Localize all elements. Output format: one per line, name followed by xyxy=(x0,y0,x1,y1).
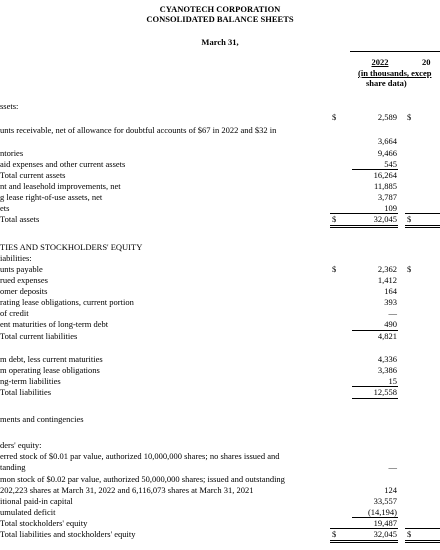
value-total-assets: 32,045 xyxy=(373,214,397,224)
row-label: ders' equity: xyxy=(0,440,42,450)
value-total-liabilities-equity: 32,045 xyxy=(373,529,397,539)
row-label: mon stock of $0.02 par value, authorized 50,000,000 shares; issued and outstanding xyxy=(0,474,285,484)
row-label: Total assets xyxy=(0,214,40,224)
value-cash: 2,589 xyxy=(377,112,397,122)
value-accrued: 1,412 xyxy=(377,275,397,285)
row-label: Total stockholders' equity xyxy=(0,518,88,528)
row-label: umulated deficit xyxy=(0,507,56,517)
value-total-current-assets: 16,264 xyxy=(373,170,397,180)
row-label: rued expenses xyxy=(0,275,48,285)
total-double-rule xyxy=(405,225,440,226)
value-op-lease-current: 393 xyxy=(384,297,397,307)
column-year-current: 2022 xyxy=(371,57,389,67)
row-label: m debt, less current maturities xyxy=(0,354,103,364)
total-rule xyxy=(330,213,398,214)
dollar-sign: $ xyxy=(407,529,412,539)
row-label: Total liabilities and stockholders' equity xyxy=(0,529,136,539)
value-deposits: 164 xyxy=(384,286,397,296)
statement-date: March 31, xyxy=(201,37,239,47)
value-lt-op-lease: 3,386 xyxy=(377,365,397,375)
row-label: of credit xyxy=(0,308,29,318)
row-label: Total liabilities xyxy=(0,387,52,397)
company-name: CYANOTECH CORPORATION xyxy=(159,4,281,14)
total-rule xyxy=(330,528,398,529)
row-label: omer deposits xyxy=(0,286,48,296)
column-year-prior: 20 xyxy=(422,57,431,67)
row-label: aid expenses and other current assets xyxy=(0,159,126,169)
total-double-rule xyxy=(330,542,398,543)
total-double-rule xyxy=(405,542,440,543)
total-rule xyxy=(405,213,440,214)
dollar-sign: $ xyxy=(332,214,337,224)
value-common: 124 xyxy=(384,485,397,495)
value-other-lt: 15 xyxy=(388,376,397,386)
row-label: ets xyxy=(0,203,10,213)
row-label: nt and leasehold improvements, net xyxy=(0,181,121,191)
total-double-rule xyxy=(330,540,398,541)
dollar-sign: $ xyxy=(332,264,337,274)
value-receivables: 3,664 xyxy=(377,136,397,146)
total-double-rule xyxy=(330,225,398,226)
row-label: ng-term liabilities xyxy=(0,376,61,386)
value-total-current-liabilities: 4,821 xyxy=(377,331,397,341)
total-double-rule xyxy=(405,227,440,228)
value-total-liabilities: 12,558 xyxy=(373,387,397,397)
value-inventories: 9,466 xyxy=(377,148,397,158)
value-prepaid: 545 xyxy=(384,159,397,169)
row-label: tanding xyxy=(0,462,26,472)
subtotal-rule xyxy=(352,398,398,399)
row-label: iabilities: xyxy=(0,253,32,263)
column-units-line1: (in thousands, excep xyxy=(358,68,432,78)
value-apic: 33,557 xyxy=(373,496,397,506)
dollar-sign: $ xyxy=(407,264,412,274)
dollar-sign: $ xyxy=(407,112,412,122)
value-accounts-payable: 2,362 xyxy=(377,264,397,274)
subtotal-rule xyxy=(352,517,398,518)
row-label: unts receivable, net of allowance for doubtful accounts of $67 in 2022 and $32 in xyxy=(0,125,277,135)
row-label: ntories xyxy=(0,148,24,158)
subtotal-rule xyxy=(352,169,398,170)
value-deficit: (14,194) xyxy=(367,507,397,517)
row-label: g lease right-of-use assets, net xyxy=(0,192,103,202)
column-header-rule xyxy=(350,51,440,52)
subtotal-rule xyxy=(352,386,398,387)
total-rule xyxy=(405,528,440,529)
value-lt-debt: 4,336 xyxy=(377,354,397,364)
row-label: ssets: xyxy=(0,101,19,111)
value-preferred: — xyxy=(388,462,397,472)
row-label: ments and contingencies xyxy=(0,414,84,424)
row-label: unts payable xyxy=(0,264,43,274)
value-line-of-credit: — xyxy=(388,308,397,318)
value-other-assets: 109 xyxy=(384,203,397,213)
row-label: itional paid-in capital xyxy=(0,496,73,506)
subtotal-rule xyxy=(352,330,398,331)
row-label: Total current liabilities xyxy=(0,331,78,341)
statement-title: CONSOLIDATED BALANCE SHEETS xyxy=(146,14,294,24)
total-double-rule xyxy=(330,227,398,228)
row-label: ent maturities of long-term debt xyxy=(0,319,109,329)
row-label: Total current assets xyxy=(0,170,66,180)
row-label: rating lease obligations, current portion xyxy=(0,297,134,307)
value-total-equity: 19,487 xyxy=(373,518,397,528)
row-label: 202,223 shares at March 31, 2022 and 6,116,073 shares at March 31, 2021 xyxy=(0,485,254,495)
total-double-rule xyxy=(405,540,440,541)
row-label: m operating lease obligations xyxy=(0,365,100,375)
column-units-line2: share data) xyxy=(366,78,407,88)
dollar-sign: $ xyxy=(332,112,337,122)
row-label: TIES AND STOCKHOLDERS' EQUITY xyxy=(0,242,143,252)
value-ppe: 11,885 xyxy=(373,181,397,191)
row-label: erred stock of $0.01 par value, authorized 10,000,000 shares; no shares issued and xyxy=(0,451,280,461)
dollar-sign: $ xyxy=(332,529,337,539)
dollar-sign: $ xyxy=(407,214,412,224)
value-rou: 3,787 xyxy=(377,192,397,202)
value-current-debt: 490 xyxy=(384,319,397,329)
